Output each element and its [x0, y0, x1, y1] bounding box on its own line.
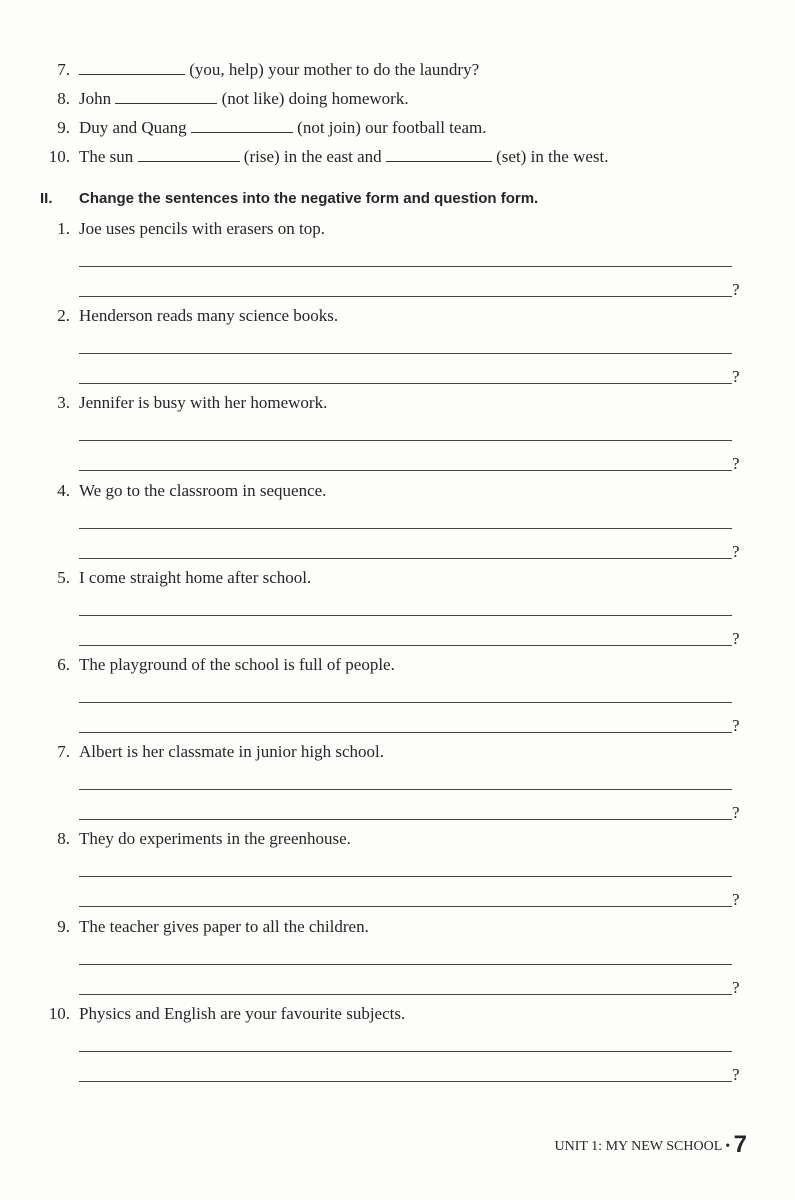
section-number: II. [40, 190, 53, 207]
item-text: (you, help) your mother to do the laundry? [189, 60, 480, 79]
item-number: 8. [57, 89, 70, 108]
sentence-text: Physics and English are your favourite subjects. [79, 1003, 406, 1023]
item-text: (rise) in the east and [243, 147, 382, 166]
question-mark: ? [732, 977, 740, 997]
item-text: Duy and Quang [79, 118, 187, 137]
sentence-text: The playground of the school is full of people. [79, 655, 395, 674]
page-footer [555, 1132, 748, 1160]
question-mark: ? [732, 803, 740, 823]
item-number: 8. [57, 829, 70, 849]
sentence-text: Jennifer is busy with her homework. [79, 393, 328, 413]
item-number: 9. [57, 118, 70, 137]
negative-answer-line[interactable] [79, 1051, 732, 1052]
question-answer-line[interactable] [79, 470, 732, 471]
sentence-text: I come straight home after school. [79, 567, 312, 587]
item-text: (set) in the west. [496, 147, 609, 166]
sentence-text: We go to the classroom in sequence. [79, 480, 327, 500]
fill-in-blank[interactable] [191, 117, 293, 133]
item-number: 7. [57, 742, 70, 762]
sentence-text: They do experiments in the greenhouse. [79, 829, 351, 849]
negative-answer-line[interactable] [79, 266, 732, 267]
question-answer-line[interactable] [79, 994, 732, 995]
item-number: 10. [48, 147, 70, 166]
negative-answer-line[interactable] [79, 789, 732, 790]
item-number: 10. [48, 1003, 70, 1023]
item-text: The sun [79, 147, 134, 166]
negative-answer-line[interactable] [79, 876, 732, 877]
question-mark: ? [732, 280, 740, 299]
fill-in-blank[interactable] [386, 146, 492, 162]
negative-answer-line[interactable] [79, 528, 732, 529]
unit-title: UNIT 1: MY NEW SCHOOL [554, 1139, 722, 1154]
question-mark: ? [732, 541, 740, 561]
item-number: 7. [57, 60, 70, 79]
fill-in-blank[interactable] [138, 146, 240, 162]
question-mark: ? [732, 628, 740, 648]
question-answer-line[interactable] [79, 1081, 732, 1082]
item-number: 6. [57, 655, 70, 674]
item-number: 5. [57, 567, 70, 587]
question-answer-line[interactable] [79, 558, 732, 559]
negative-answer-line[interactable] [79, 440, 732, 441]
section-instruction: Change the sentences into the negative form and question form. [79, 190, 539, 207]
sentence-text: The teacher gives paper to all the children. [79, 916, 369, 936]
negative-answer-line[interactable] [79, 964, 732, 965]
question-answer-line[interactable] [79, 383, 732, 384]
item-number: 3. [57, 393, 70, 413]
question-mark: ? [732, 716, 740, 735]
negative-answer-line[interactable] [79, 615, 732, 616]
question-mark: ? [732, 454, 740, 474]
sentence-text: Joe uses pencils with erasers on top. [79, 219, 325, 238]
question-answer-line[interactable] [79, 645, 732, 646]
sentence-text: Henderson reads many science books. [79, 306, 339, 326]
item-number: 2. [57, 306, 70, 326]
question-answer-line[interactable] [79, 906, 732, 907]
fill-in-blank[interactable] [115, 88, 217, 104]
footer-separator: • [725, 1139, 731, 1154]
question-mark: ? [732, 1064, 740, 1084]
negative-answer-line[interactable] [79, 353, 732, 354]
question-mark: ? [732, 890, 740, 910]
item-text: John [79, 89, 112, 108]
question-answer-line[interactable] [79, 296, 732, 297]
item-number: 9. [57, 916, 70, 936]
question-answer-line[interactable] [79, 732, 732, 733]
item-text: (not like) doing homework. [221, 89, 409, 108]
question-answer-line[interactable] [79, 819, 732, 820]
negative-answer-line[interactable] [79, 702, 732, 703]
fill-in-blank[interactable] [79, 59, 185, 75]
item-number: 4. [57, 480, 70, 500]
page-number: 7 [733, 1131, 747, 1158]
item-number: 1. [57, 219, 70, 238]
sentence-text: Albert is her classmate in junior high school. [79, 742, 384, 762]
item-text: (not join) our football team. [297, 118, 487, 137]
question-mark: ? [732, 367, 740, 387]
